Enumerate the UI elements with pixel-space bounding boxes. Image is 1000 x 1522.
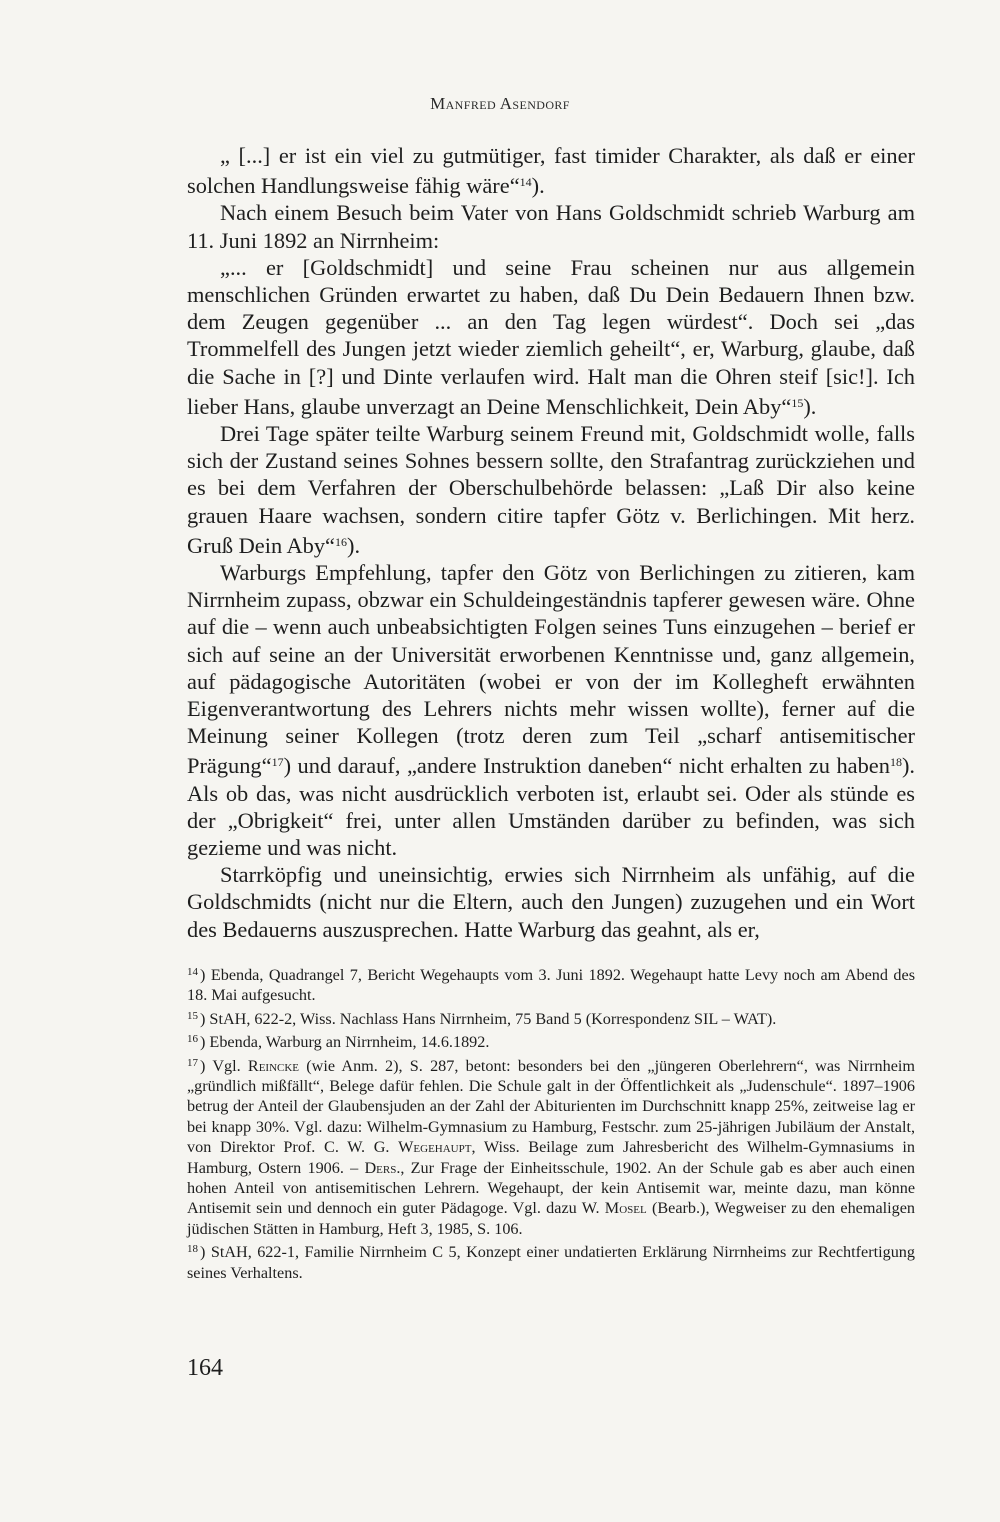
paragraph-quote-1: „ [...] er ist ein viel zu gutmütiger, fast timider Charakter, als daß er einer solchen Handlungsweise fähig wäre“$^{14}$). [187, 143, 915, 199]
paragraph-recommendation: Warburgs Empfehlung, tapfer den Götz von Berlichingen zu zitieren, kam Nirrnheim zupass, obzwar ein Schuldeingeständnis tapferer gewesen wäre. Ohne auf die – wenn auch unbeabsichtigten Folgen seines Tuns einzugehen – berief er sich auf seine an der Universität erworbenen Kenntnisse und, ganz allgemein, auf pädagogische Autoritäten (wobei er von der im Kollegheft erwähnten Eigenverantwortung des Lehrers nichts mehr wissen wollte), ferner auf die Meinung seiner Kollegen (trotz deren zum Teil „scharf antisemitischer Prägung“$^{17}$) und darauf, „andere Instruktion daneben“ nicht erhalten zu haben$^{18}$). Als ob das, was nicht ausdrücklich verboten ist, erlaubt sei. Oder als stünde es der „Obrigkeit“ frei, unter allen Umständen darüber zu befinden, was sich gezieme und was nicht. [187, 560, 915, 861]
footnote-14: $^{14}$ ) Ebenda, Quadrangel 7, Bericht Wegehaupts vom 3. Juni 1892. Wegehaupt hatte Levy noch am Abend des 18. Mai aufgesucht. [187, 966, 915, 1005]
footnote-16: $^{16}$ ) Ebenda, Warburg an Nirrnheim, 14.6.1892. [187, 1033, 490, 1052]
paragraph-visit: Nach einem Besuch beim Vater von Hans Goldschmidt schrieb Warburg am 11. Juni 1892 an Nirrnheim: [187, 200, 915, 253]
footnote-ref-17[interactable]: 17 [271, 755, 284, 770]
footnote-ref-15[interactable]: 15 [791, 395, 804, 410]
footnote-15: $^{15}$ ) StAH, 622-2, Wiss. Nachlass Hans Nirrnheim, 75 Band 5 (Korrespondenz SIL – WAT). [187, 1009, 777, 1028]
footnote-ref-16[interactable]: 16 [335, 534, 347, 549]
footnote-ref-14[interactable]: 14 [519, 175, 532, 190]
paragraph-quote-2: „... er [Goldschmidt] und seine Frau scheinen nur aus allgemein menschlichen Gründen erwartet zu haben, daß Du Dein Bedauern Ihnen bzw. dem Zeugen gegenüber ... an den Tag legen würdest“. Doch sei „das Trommelfell des Jungen jetzt wieder ziemlich geheilt“, er, Warburg, glaube, daß die Sache in [?] und Dinte verlaufen wird. Halt man die Ohren steif [sic!]. Ich lieber Hans, glaube unverzagt an Deine Menschlichkeit, Dein Aby“$^{15}$). [187, 254, 915, 419]
paragraph-three-days: Drei Tage später teilte Warburg seinem Freund mit, Goldschmidt wolle, falls sich der Zustand seines Sohnes bessern sollte, den Strafantrag zurückziehen und es bei dem Verfahren der Oberschulbehörde belassen: „Laß Dir also keine grauen Haare wachsen, sondern citire tapfer Götz v. Berlichingen. Mit herz. Gruß Dein Aby“$^{16}$). [187, 421, 915, 558]
running-head: Manfred Asendorf [430, 94, 570, 113]
footnotes [187, 962, 915, 1283]
footnote-18: $^{18}$ ) StAH, 622-1, Familie Nirrnheim C 5, Konzept einer undatierten Erklärung Nirrnheims zur Rechtfertigung seines Verhaltens. [187, 1243, 915, 1282]
page-number: 164 [187, 1355, 223, 1381]
paragraph-stubborn: Starrköpfig und uneinsichtig, erwies sich Nirrnheim als unfähig, auf die Goldschmidts (nicht nur die Eltern, auch den Jungen) zuzugehen und ein Wort des Bedauerns auszusprechen. Hatte Warburg das geahnt, als er, [187, 862, 915, 942]
main-text [187, 142, 915, 943]
footnote-17: $^{17}$ ) Vgl. Reincke (wie Anm. 2), S. 287, betont: besonders bei den „jüngeren Oberlehrern“, was Nirrnheim „gründlich mißfällt“, Belege dafür fehlen. Die Schule galt in der Öffentlichkeit als „Judenschule“. 1897–1906 betrug der Anteil der Glaubensjuden an der Zahl der Abiturienten im Durchschnitt knapp 25%, zeitweise lag er bei knapp 30%. Vgl. dazu: Wilhelm-Gymnasium zu Hamburg, Festschr. zum 25-jährigen Jubiläum der Anstalt, von Direktor Prof. C. W. G. Wegehaupt, Wiss. Beilage zum Jahresbericht des Wilhelm-Gymnasiums in Hamburg, Ostern 1906. – Ders., Zur Frage der Einheitsschule, 1902. An der Schule gab es aber auch einen hohen Anteil von antisemitischen Lehrern. Wegehaupt, der kein Antisemit war, meinte dazu, man könne Antisemit sein und dennoch ein guter Pädagoge. Vgl. dazu W. Mosel (Bearb.), Wegweiser zu den ehemaligen jüdischen Stätten in Hamburg, Heft 3, 1985, S. 106. [187, 1056, 915, 1238]
footnote-ref-18[interactable]: 18 [889, 755, 902, 770]
